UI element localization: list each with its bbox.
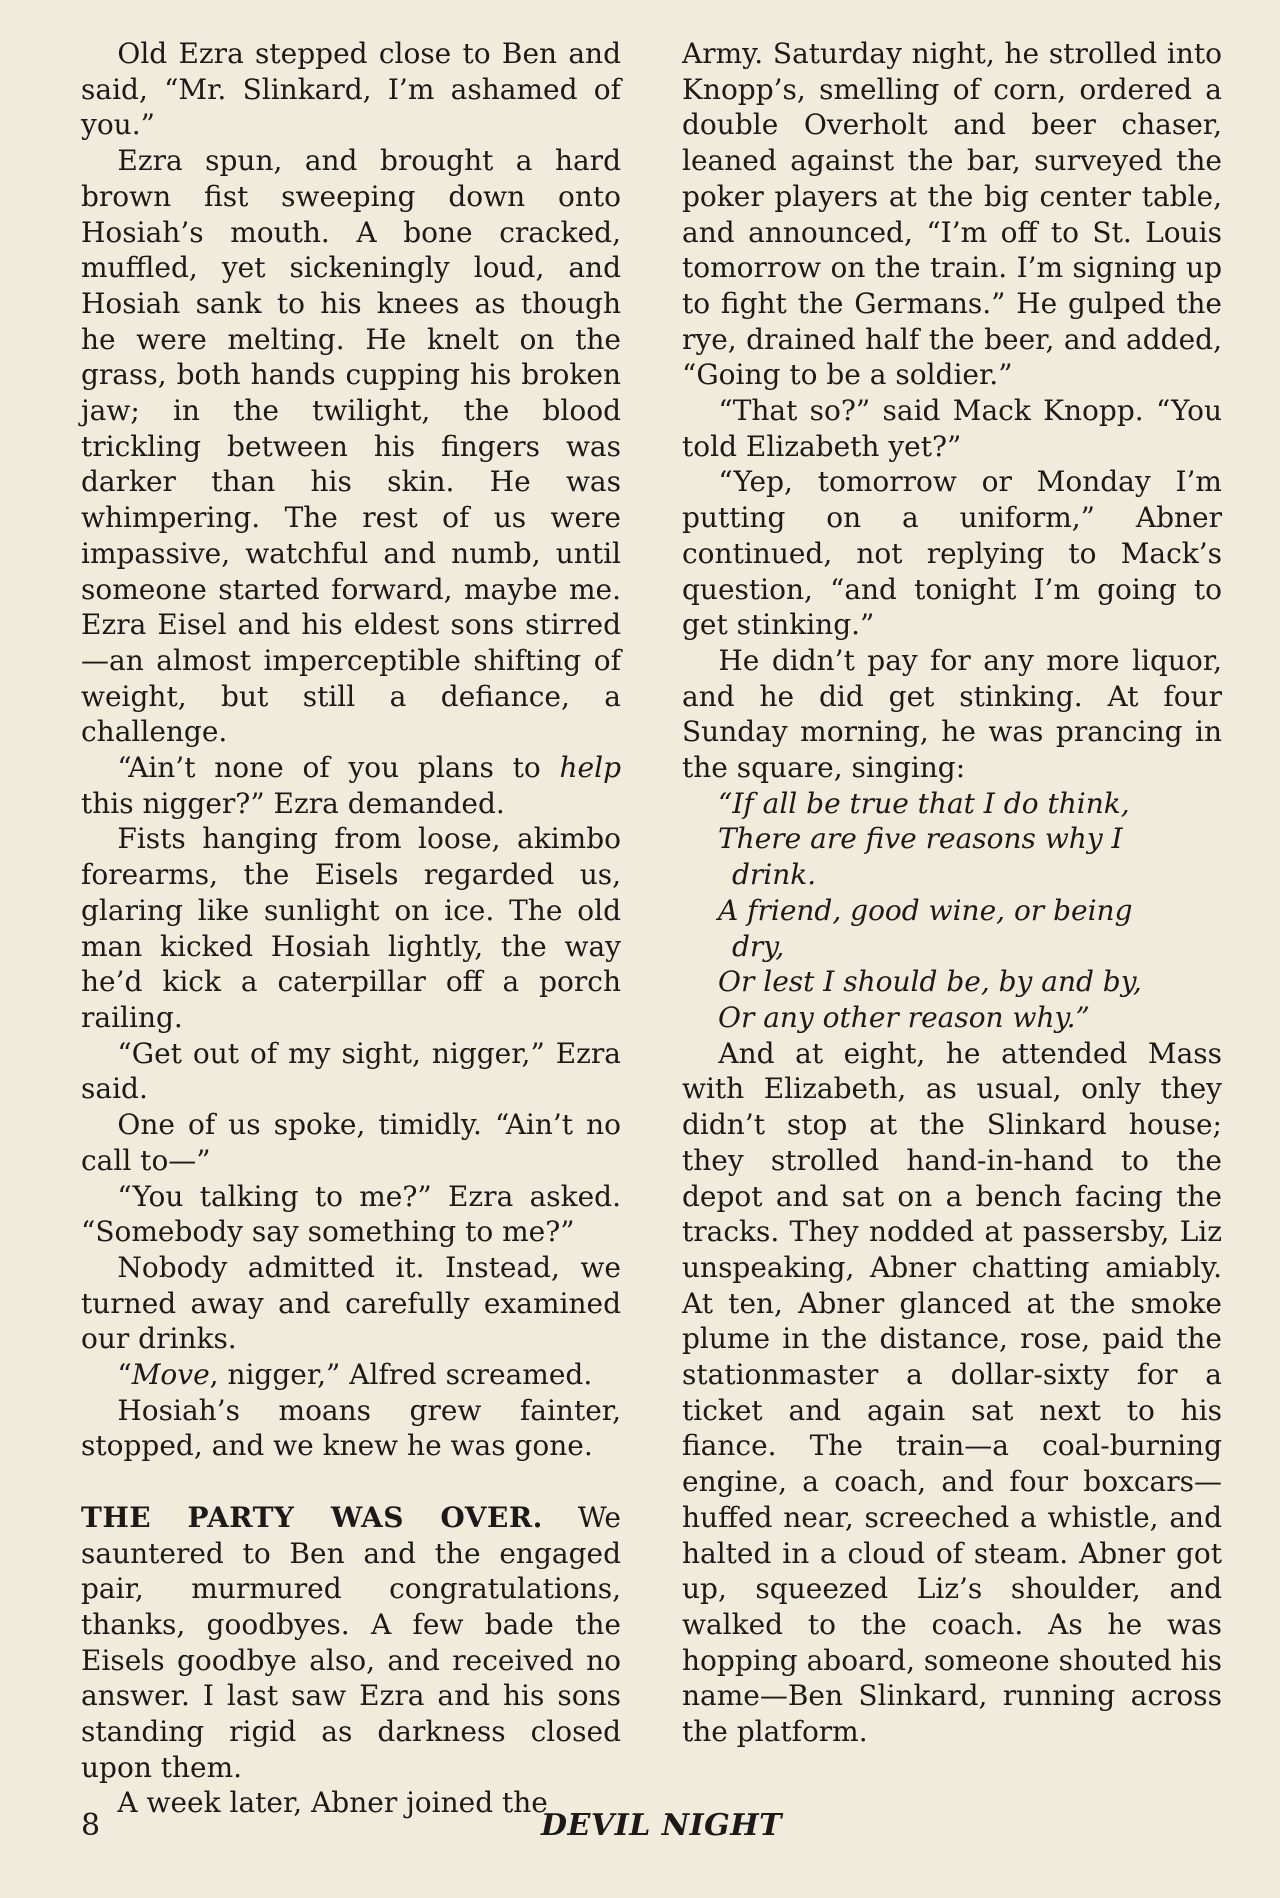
paragraph: He didn’t pay for any more liquor, and he did get stinking. At four Sunday morning, he was prancing in the square, singing: [682,643,1222,785]
emphasis: Move [131,1358,210,1392]
run-in-heading: THE PARTY WAS OVER. [81,1500,543,1534]
right-column [682,36,1222,1750]
paragraph: Ezra spun, and brought a hard brown fist sweeping down onto Hosiah’s mouth. A bone cracked, muffled, yet sickeningly loud, and Hosiah sank to his knees as though he were melting. He knelt on the grass, both hands cupping his broken jaw; in the twilight, the blood trickling between his fingers was darker than his skin. He was whimpering. The rest of us were impassive, watchful and numb, until someone started forward, maybe me. Ezra Eisel and his eldest sons stirred—an almost imperceptible shifting of weight, but still a defiance, a challenge. [81,144,621,749]
paragraph: A week later, Abner joined the [117,1786,548,1820]
paragraph: Old Ezra stepped close to Ben and said, “Mr. Slinkard, I’m ashamed of you.” [81,37,621,142]
page-footer [81,1808,1221,1848]
paragraph: “Get out of my sight, nigger,” Ezra said. [81,1036,621,1106]
song-verse [682,786,1222,1036]
verse-line: A friend, good wine, or being [718,893,1133,927]
paragraph [81,1357,621,1393]
left-column [81,36,621,1821]
verse-line: Or any other reason why.” [718,1000,1090,1034]
paragraph: One of us spoke, timidly. “Ain’t no call to—” [81,1108,621,1177]
verse-line: “If all be true that I do think, [718,786,1130,820]
verse-line: drink. [732,858,817,892]
text-run: “ [117,1358,132,1392]
emphasis: help [559,751,621,785]
text-run: We sauntered to Ben and the engaged pair, murmured congratulations, thanks, goodbyes. A few bade the Eisels goodbye also, and received no answer. I last saw Ezra and his sons standing rigid as darkness closed upon them. [81,1500,621,1784]
paragraph: “Yep, tomorrow or Monday I’m putting on a uniform,” Abner continued, not replying to Mack’s question, “and tonight I’m going to get stinking.” [682,465,1222,642]
verse-line: dry, [732,929,785,963]
paragraph: Nobody admitted it. Instead, we turned away and carefully examined our drinks. [81,1250,621,1356]
paragraph: Fists hanging from loose, akimbo forearms, the Eisels regarded us, glaring like sunlight on ice. The old man kicked Hosiah lightly, the way he’d kick a caterpillar off a porch railing. [81,822,621,1034]
running-title: DEVIL NIGHT [541,1808,782,1843]
text-run: “Ain’t none of you plans to [117,751,560,785]
verse-line: Or lest I should be, by and by, [718,965,1142,999]
paragraph: Hosiah’s moans grew fainter, stopped, and we knew he was gone. [81,1393,621,1463]
text-run: , nigger,” Alfred screamed. [209,1358,593,1392]
text-run: this nigger?” Ezra demanded. [81,786,505,820]
page-number: 8 [81,1808,101,1843]
paragraph: “You talking to me?” Ezra asked. “Somebody say something to me?” [81,1179,621,1249]
paragraph: “That so?” said Mack Knopp. “You told Elizabeth yet?” [682,394,1222,463]
paragraph: Army. Saturday night, he strolled into Knopp’s, smelling of corn, ordered a double Overholt and beer chaser, leaned against the bar, surveyed the poker players at the big center table, and announced, “I’m off to St. Louis tomorrow on the train. I’m signing up to fight the Germans.” He gulped the rye, drained half the beer, and added, “Going to be a soldier.” [682,37,1222,392]
verse-line: There are five reasons why I [718,822,1123,856]
paragraph [81,750,621,821]
paragraph: And at eight, he attended Mass with Elizabeth, as usual, only they didn’t stop at the Slinkard house; they strolled hand-in-hand to the depot and sat on a bench facing the tracks. They nodded at passersby, Liz unspeaking, Abner chatting amiably. At ten, Abner glanced at the smoke plume in the distance, rose, paid the stationmaster a dollar-sixty for a ticket and again sat next to his fiance. The train—a coal-burning engine, a coach, and four boxcars—huffed near, screeched a whistle, and halted in a cloud of steam. Abner got up, squeezed Liz’s shoulder, and walked to the coach. As he was hopping aboard, someone shouted his name—Ben Slinkard, running across the platform. [682,1036,1222,1749]
section-break-paragraph [81,1500,621,1786]
